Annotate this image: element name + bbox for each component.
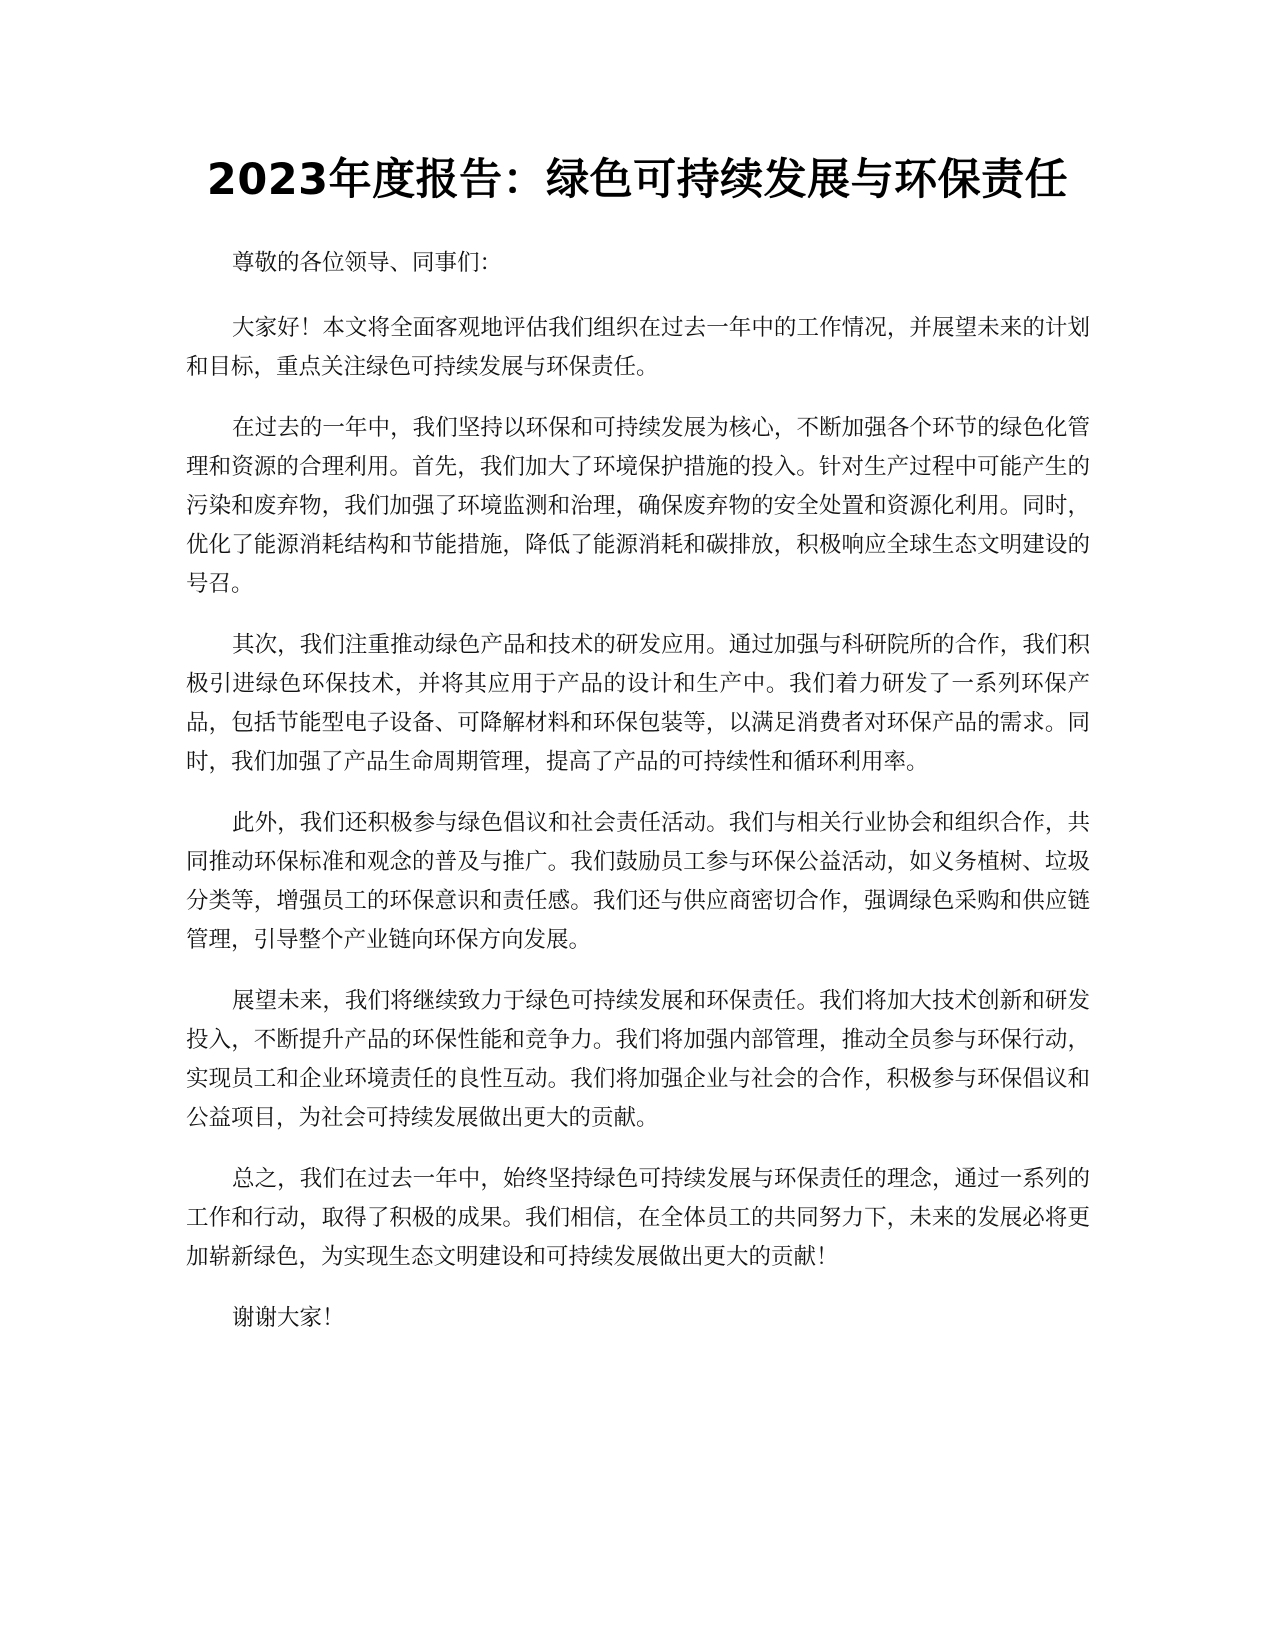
green-products-paragraph: 其次，我们注重推动绿色产品和技术的研发应用。通过加强与科研院所的合作，我们积极引进绿色环保技术，并将其应用于产品的设计和生产中。我们着力研发了一系列环保产品，包括节能型电子设备、可降解材料和环保包装等，以满足消费者对环保产品的需求。同时，我们加强了产品生命周期管理，提高了产品的可持续性和循环利用率。 — [186, 632, 1090, 775]
summary-paragraph: 总之，我们在过去一年中，始终坚持绿色可持续发展与环保责任的理念，通过一系列的工作和行动，取得了积极的成果。我们相信，在全体员工的共同努力下，未来的发展必将更加崭新绿色，为实现生态文明建设和可持续发展做出更大的贡献！ — [186, 1166, 1090, 1270]
social-responsibility-paragraph: 此外，我们还积极参与绿色倡议和社会责任活动。我们与相关行业协会和组织合作，共同推动环保标准和观念的普及与推广。我们鼓励员工参与环保公益活动，如义务植树、垃圾分类等，增强员工的环保意识和责任感。我们还与供应商密切合作，强调绿色采购和供应链管理，引导整个产业链向环保方向发展。 — [186, 810, 1090, 953]
intro-paragraph: 大家好！本文将全面客观地评估我们组织在过去一年中的工作情况，并展望未来的计划和目标，重点关注绿色可持续发展与环保责任。 — [186, 315, 1090, 380]
document-body — [186, 244, 1090, 1360]
environmental-measures-paragraph: 在过去的一年中，我们坚持以环保和可持续发展为核心，不断加强各个环节的绿色化管理和资源的合理利用。首先，我们加大了环境保护措施的投入。针对生产过程中可能产生的污染和废弃物，我们加强了环境监测和治理，确保废弃物的安全处置和资源化利用。同时，优化了能源消耗结构和节能措施，降低了能源消耗和碳排放，积极响应全球生态文明建设的号召。 — [186, 415, 1090, 597]
outlook-paragraph: 展望未来，我们将继续致力于绿色可持续发展和环保责任。我们将加大技术创新和研发投入，不断提升产品的环保性能和竞争力。我们将加强内部管理，推动全员参与环保行动，实现员工和企业环境责任的良性互动。我们将加强企业与社会的合作，积极参与环保倡议和公益项目，为社会可持续发展做出更大的贡献。 — [186, 988, 1090, 1131]
document-title: 2023年度报告：绿色可持续发展与环保责任 — [206, 155, 1069, 205]
closing-paragraph: 谢谢大家！ — [232, 1305, 345, 1331]
greeting-paragraph: 尊敬的各位领导、同事们： — [232, 250, 503, 276]
